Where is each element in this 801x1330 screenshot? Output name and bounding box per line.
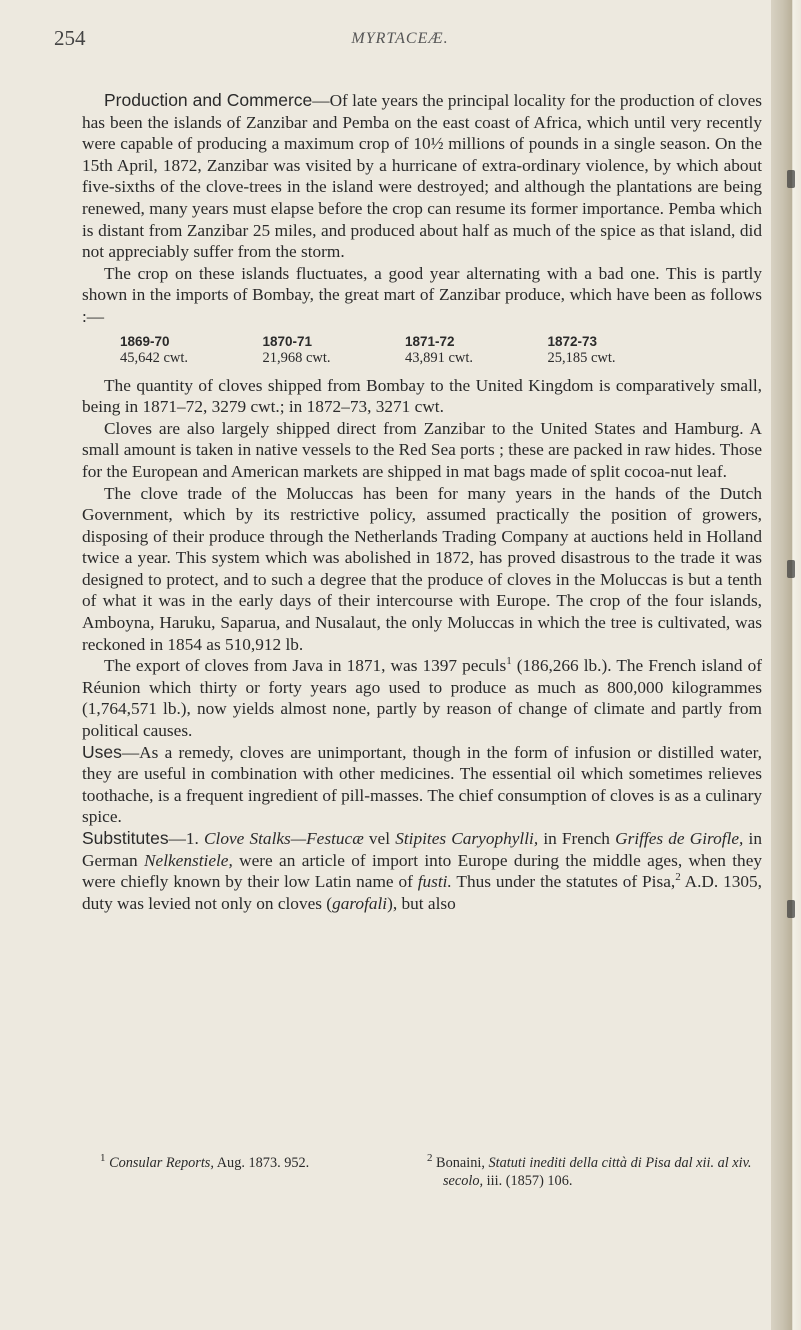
table-column: [548, 333, 691, 366]
text-run: in German: [82, 829, 762, 870]
paragraph-text: The crop on these islands fluctuates, a good year alternating with a bad one. This is partly shown in the imports of Bombay, the great mart of Zanzibar produce, which have been as follows :—: [82, 263, 762, 326]
footnote-mark: 1: [100, 1152, 106, 1165]
section-lead: Substitutes: [82, 828, 169, 848]
table-column: [263, 333, 406, 366]
paragraph-quantity: [82, 375, 762, 418]
text-run: were an article of import into Europe during the middle ages, when they were chiefly known by their low Latin name of: [82, 850, 763, 892]
text-run: Bonaini,: [436, 1155, 489, 1171]
page-number: 254: [54, 26, 86, 50]
running-title: MYRTACEÆ.: [351, 30, 449, 47]
paragraph-crop: [82, 263, 762, 328]
paragraph-text: Cloves are also largely shipped direct from Zanzibar to the United States and Hamburg. A small amount is taken in native vessels to the Red Sea ports ; these are packed in raw hides. Those for the European and American markets are shipped in mat bags made of split cocoa-nut leaf.: [82, 418, 762, 481]
paragraph-text: The clove trade of the Moluccas has been for many years in the hands of the Dutch Government, which by its restrictive policy, assumed practically the position of growers, disposing of their produce through the Netherlands Trading Company at auctions held in Holland twice a year. This system which was abolished in 1872, has proved disastrous to the trade it was designed to protect, and to such a degree that the produce of cloves in the Moluccas is but a tenth of what it was in the early days of their intercourse with Europe. The crop of the four islands, Amboyna, Haruku, Saparua, and Nusalaut, the only Moluccas in which the tree is cultivated, was reckoned in 1854 as 510,912 lb.: [82, 483, 762, 654]
table-column: [405, 333, 548, 366]
footnote-mark: 2: [426, 1152, 433, 1165]
paragraph-text: —As a remedy, cloves are unimportant, though in the form of infusion or distilled water, they are useful in combination with other medicines. The essential oil which sometimes relieves toothache, is a frequent ingredient of pill-masses. The chief consumption of cloves is as a culinary spice.: [82, 742, 762, 827]
table-amount: 43,891 cwt.: [405, 349, 474, 366]
italic-run: Clove Stalks—Festucæ: [204, 829, 364, 848]
paragraph-production: [82, 90, 762, 263]
table-amount: 45,642 cwt.: [120, 349, 189, 366]
text-run: iii. (1857) 106.: [483, 1173, 573, 1189]
page-header: [50, 26, 750, 50]
table-year: 1870-71: [262, 333, 313, 349]
paragraph-text: —Of late years the principal locality for the production of cloves has been the islands of Zanzibar and Pemba on the east coast of Africa, which until very recently were capable of producing a maximum crop of 10½ millions of pounds in a single season. On the 15th April, 1872, Zanzibar was visited by a hurricane of extra-ordinary violence, by which about five-sixths of the clove-trees in the island were destroyed; and although the plantations are being renewed, many years must elapse before the crop can resume its former importance. Pemba which is distant from Zanzibar 25 miles, and produced about half as much of the spice as that island, did not appreciably suffer from the storm.: [82, 91, 763, 262]
edge-mark: [787, 900, 795, 918]
text-run: A.D. 1305, duty was levied not only on cloves (: [82, 872, 763, 913]
italic-run: garofali: [332, 893, 388, 913]
text-run: Aug. 1873. 952.: [213, 1155, 310, 1171]
main-text: [82, 90, 762, 914]
paragraph-text: (186,266 lb.). The French island of Réunion which thirty or forty years ago used to produce as much as 800,000 kilogrammes (1,764,571 lb.), now yields almost none, partly by reason of change of climate and partly from political causes.: [82, 656, 762, 741]
footnote-2: [427, 1154, 780, 1190]
table-amount: 21,968 cwt.: [262, 349, 331, 366]
footnotes: [100, 1154, 780, 1190]
page-edge-shadow: [771, 0, 801, 1330]
paragraph-shipping: [82, 418, 762, 483]
italic-run: fusti.: [417, 872, 452, 892]
footnote-1: [100, 1154, 407, 1190]
section-lead: Uses: [82, 741, 122, 762]
edge-mark: [787, 170, 795, 188]
italic-run: Consular Reports,: [109, 1155, 214, 1171]
italic-run: Griffes de Girofle,: [615, 829, 744, 848]
table-column: [120, 333, 263, 366]
table-amount: 25,185 cwt.: [547, 349, 616, 366]
text-run: vel: [363, 829, 396, 848]
paragraph-text: The quantity of cloves shipped from Bombay to the United Kingdom is comparatively small, being in 1871–72, 3279 cwt.; in 1872–73, 3271 cwt.: [82, 375, 762, 417]
table-year: 1871-72: [405, 333, 455, 349]
paragraph-java: [82, 655, 762, 741]
italic-run: Stipites Caryophylli,: [395, 829, 539, 848]
italic-run: Statuti inediti della città di Pisa dal xii. al xiv. secolo,: [442, 1155, 752, 1189]
footnote-ref: 1: [506, 655, 512, 668]
paragraph-moluccas: [82, 483, 762, 656]
italic-run: Nelkenstiele,: [144, 850, 233, 870]
edge-mark: [787, 560, 795, 578]
footnote-ref: 2: [675, 871, 681, 884]
text-run: in French: [538, 829, 616, 848]
table-year: 1872-73: [547, 333, 598, 349]
text-run: —1.: [168, 829, 204, 848]
section-lead: Production and Commerce: [104, 90, 313, 110]
text-run: ), but also: [387, 893, 456, 913]
paragraph-text: The export of cloves from Java in 1871, was 1397 peculs: [104, 656, 507, 676]
paragraph-uses: [82, 742, 762, 828]
text-run: Thus under the statutes of Pisa,: [451, 872, 676, 892]
paragraph-substitutes: [82, 828, 762, 914]
table-year: 1869-70: [120, 333, 170, 349]
imports-table: [120, 333, 690, 366]
